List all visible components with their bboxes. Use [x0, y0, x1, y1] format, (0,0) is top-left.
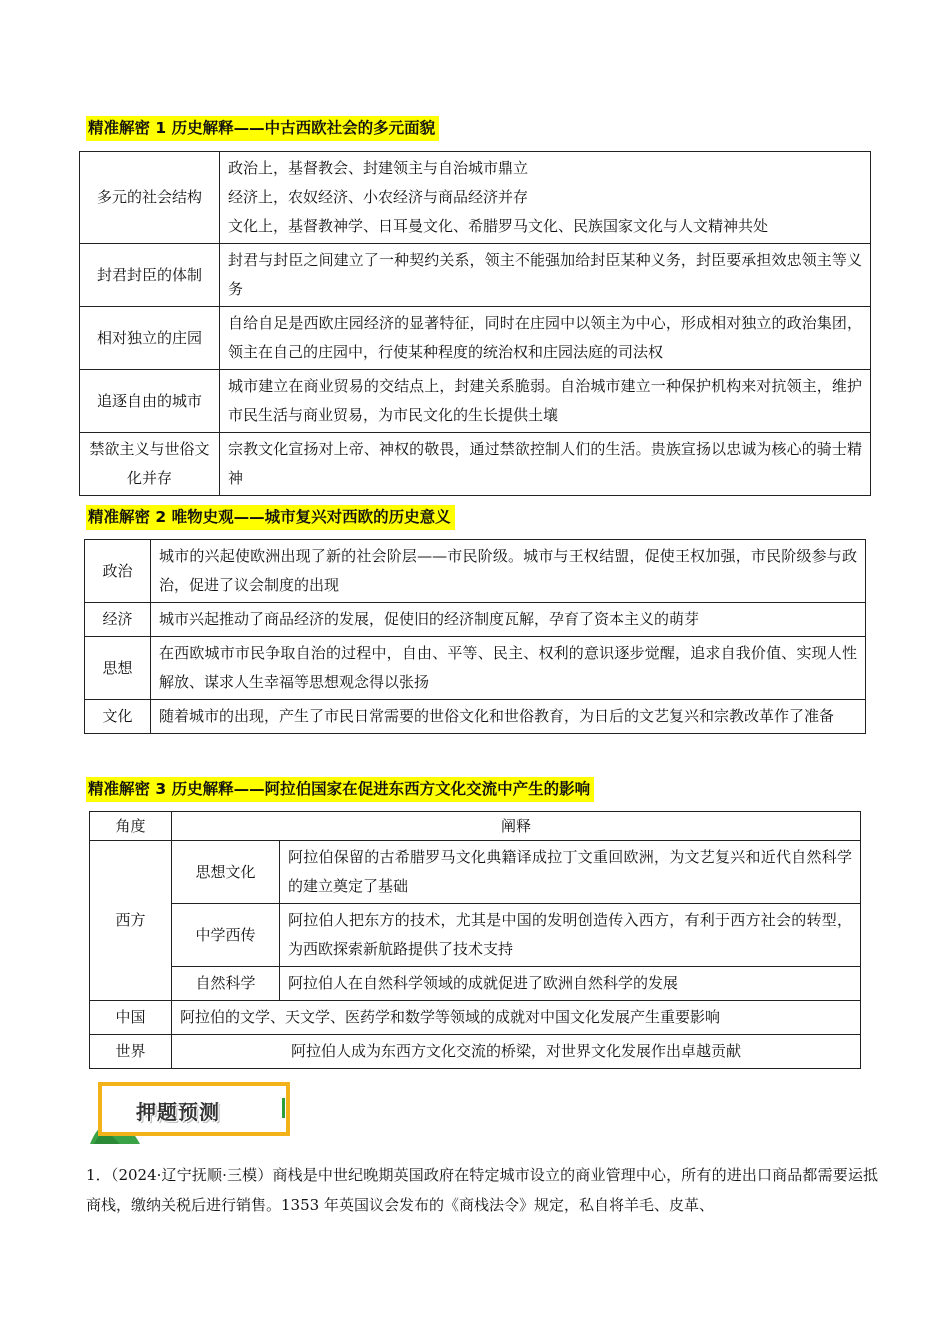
table-row	[80, 433, 871, 496]
row-text: 城市建立在商业贸易的交结点上，封建关系脆弱。自治城市建立一种保护机构来对抗领主，维护市民生活与商业贸易，为市民文化的生长提供土壤	[220, 370, 871, 433]
section1-table	[79, 151, 871, 496]
row-text: 封君与封臣之间建立了一种契约关系，领主不能强加给封臣某种义务，封臣要承担效忠领主等义务	[220, 244, 871, 307]
section3-table	[89, 811, 861, 1069]
row-text: 阿拉伯人把东方的技术，尤其是中国的发明创造传入西方，有利于西方社会的转型，为西欧探索新航路提供了技术支持	[280, 904, 861, 967]
table-row	[90, 1035, 861, 1069]
row-label: 文化	[85, 700, 151, 734]
table-row	[90, 841, 861, 904]
row-text: 阿拉伯人在自然科学领域的成就促进了欧洲自然科学的发展	[280, 967, 861, 1001]
table-row	[80, 370, 871, 433]
table-row	[90, 904, 861, 967]
row-text: 在西欧城市市民争取自治的过程中，自由、平等、民主、权利的意识逐步觉醒，追求自我价值、实现人性解放、谋求人生幸福等思想观念得以张扬	[151, 637, 866, 700]
row-label: 经济	[85, 603, 151, 637]
header-angle: 角度	[90, 812, 172, 841]
section3-heading: 精准解密 3 历史解释——阿拉伯国家在促进东西方文化交流中产生的影响	[86, 777, 594, 802]
row-text: 随着城市的出现，产生了市民日常需要的世俗文化和世俗教育，为日后的文艺复兴和宗教改革作了准备	[151, 700, 866, 734]
row-sublabel: 思想文化	[172, 841, 280, 904]
table-row	[90, 1001, 861, 1035]
row-text: 阿拉伯保留的古希腊罗马文化典籍译成拉丁文重回欧洲，为文艺复兴和近代自然科学的建立奠定了基础	[280, 841, 861, 904]
row-sublabel: 中学西传	[172, 904, 280, 967]
row-label: 禁欲主义与世俗文化并存	[80, 433, 220, 496]
row-label: 封君封臣的体制	[80, 244, 220, 307]
row-text: 城市的兴起使欧洲出现了新的社会阶层——市民阶级。城市与王权结盟，促使王权加强，市民阶级参与政治，促进了议会制度的出现	[151, 540, 866, 603]
row-label: 思想	[85, 637, 151, 700]
row-text: 城市兴起推动了商品经济的发展，促使旧的经济制度瓦解，孕育了资本主义的萌芽	[151, 603, 866, 637]
table-row	[85, 637, 866, 700]
world-text: 阿拉伯人成为东西方文化交流的桥梁，对世界文化发展作出卓越贡献	[172, 1035, 861, 1069]
section1-heading: 精准解密 1 历史解释——中古西欧社会的多元面貌	[86, 116, 439, 141]
table-row	[80, 244, 871, 307]
row-text: 自给自足是西欧庄园经济的显著特征，同时在庄园中以领主为中心，形成相对独立的政治集团，领主在自己的庄园中，行使某种程度的统治权和庄园法庭的司法权	[220, 307, 871, 370]
row-label: 多元的社会结构	[80, 152, 220, 244]
row-text: 宗教文化宣扬对上帝、神权的敬畏，通过禁欲控制人们的生活。贵族宣扬以忠诚为核心的骑士精神	[220, 433, 871, 496]
question-text: 1．（2024·辽宁抚顺·三模）商栈是中世纪晚期英国政府在特定城市设立的商业管理中心，所有的进出口商品都需要运抵商栈，缴纳关税后进行销售。1353 年英国议会发布的《商栈法令》规定，私自将羊毛、皮革、	[86, 1166, 878, 1214]
china-label: 中国	[90, 1001, 172, 1035]
badge-title: 押题预测	[136, 1100, 220, 1124]
section2-heading: 精准解密 2 唯物史观——城市复兴对西欧的历史意义	[86, 505, 455, 530]
row-label: 政治	[85, 540, 151, 603]
row-sublabel: 自然科学	[172, 967, 280, 1001]
table-row	[85, 540, 866, 603]
world-label: 世界	[90, 1035, 172, 1069]
table-header-row	[90, 812, 861, 841]
table-row	[85, 603, 866, 637]
china-text: 阿拉伯的文学、天文学、医药学和数学等领域的成就对中国文化发展产生重要影响	[172, 1001, 861, 1035]
row-label: 追逐自由的城市	[80, 370, 220, 433]
table-row	[80, 307, 871, 370]
row-text: 政治上，基督教会、封建领主与自治城市鼎立 经济上，农奴经济、小农经济与商品经济并存 文化上，基督教神学、日耳曼文化、希腊罗马文化、民族国家文化与人文精神共处	[220, 152, 871, 244]
table-row	[80, 152, 871, 244]
header-explanation: 阐释	[172, 812, 861, 841]
row-label: 相对独立的庄园	[80, 307, 220, 370]
table-row	[85, 700, 866, 734]
west-label: 西方	[90, 841, 172, 1001]
badge-accent-bar	[282, 1098, 285, 1118]
section2-table	[84, 539, 866, 734]
table-row	[90, 967, 861, 1001]
prediction-badge	[90, 1082, 296, 1144]
